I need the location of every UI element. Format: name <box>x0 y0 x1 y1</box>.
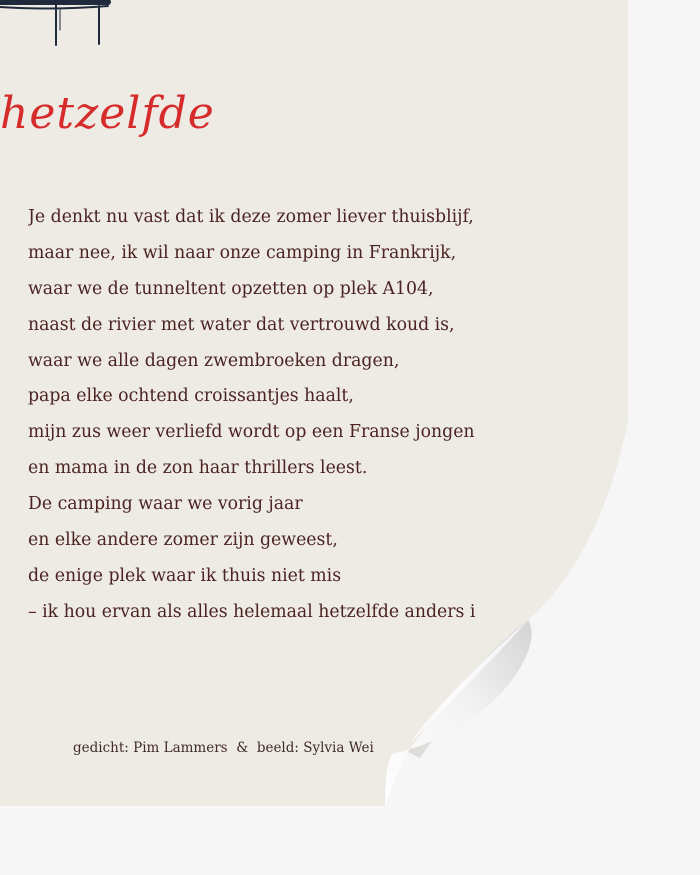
poem-line: waar we de tunneltent opzetten op plek A104, <box>28 278 434 299</box>
credit-separator: & <box>236 740 249 756</box>
poem-text <box>28 200 558 631</box>
poem-line: waar we alle dagen zwembroeken dragen, <box>28 350 400 371</box>
credits-line <box>73 740 400 756</box>
poem-line: De camping waar we vorig jaar <box>28 494 303 515</box>
poem-line: mijn zus weer verliefd wordt op een Franse jongen <box>28 422 475 443</box>
poem-line: – ik hou ervan als alles helemaal hetzelfde anders i <box>28 601 476 622</box>
title-script-text: hetzelfde <box>0 88 215 139</box>
poem-line: maar nee, ik wil naar onze camping in Frankrijk, <box>28 242 457 263</box>
image-credit: beeld: Sylvia Wei <box>256 740 374 756</box>
poem-credit: gedicht: Pim Lammers <box>73 740 228 756</box>
poem-line: Je denkt nu vast dat ik deze zomer liever thuisblijf, <box>28 207 474 227</box>
poem-line: de enige plek waar ik thuis niet mis <box>28 565 342 586</box>
poem-line: papa elke ochtend croissantjes haalt, <box>28 386 354 407</box>
poem-line: naast de rivier met water dat vertrouwd koud is, <box>28 314 455 335</box>
poem-line: en elke andere zomer zijn geweest, <box>28 530 338 551</box>
poem-line: en mama in de zon haar thrillers leest. <box>28 458 368 479</box>
